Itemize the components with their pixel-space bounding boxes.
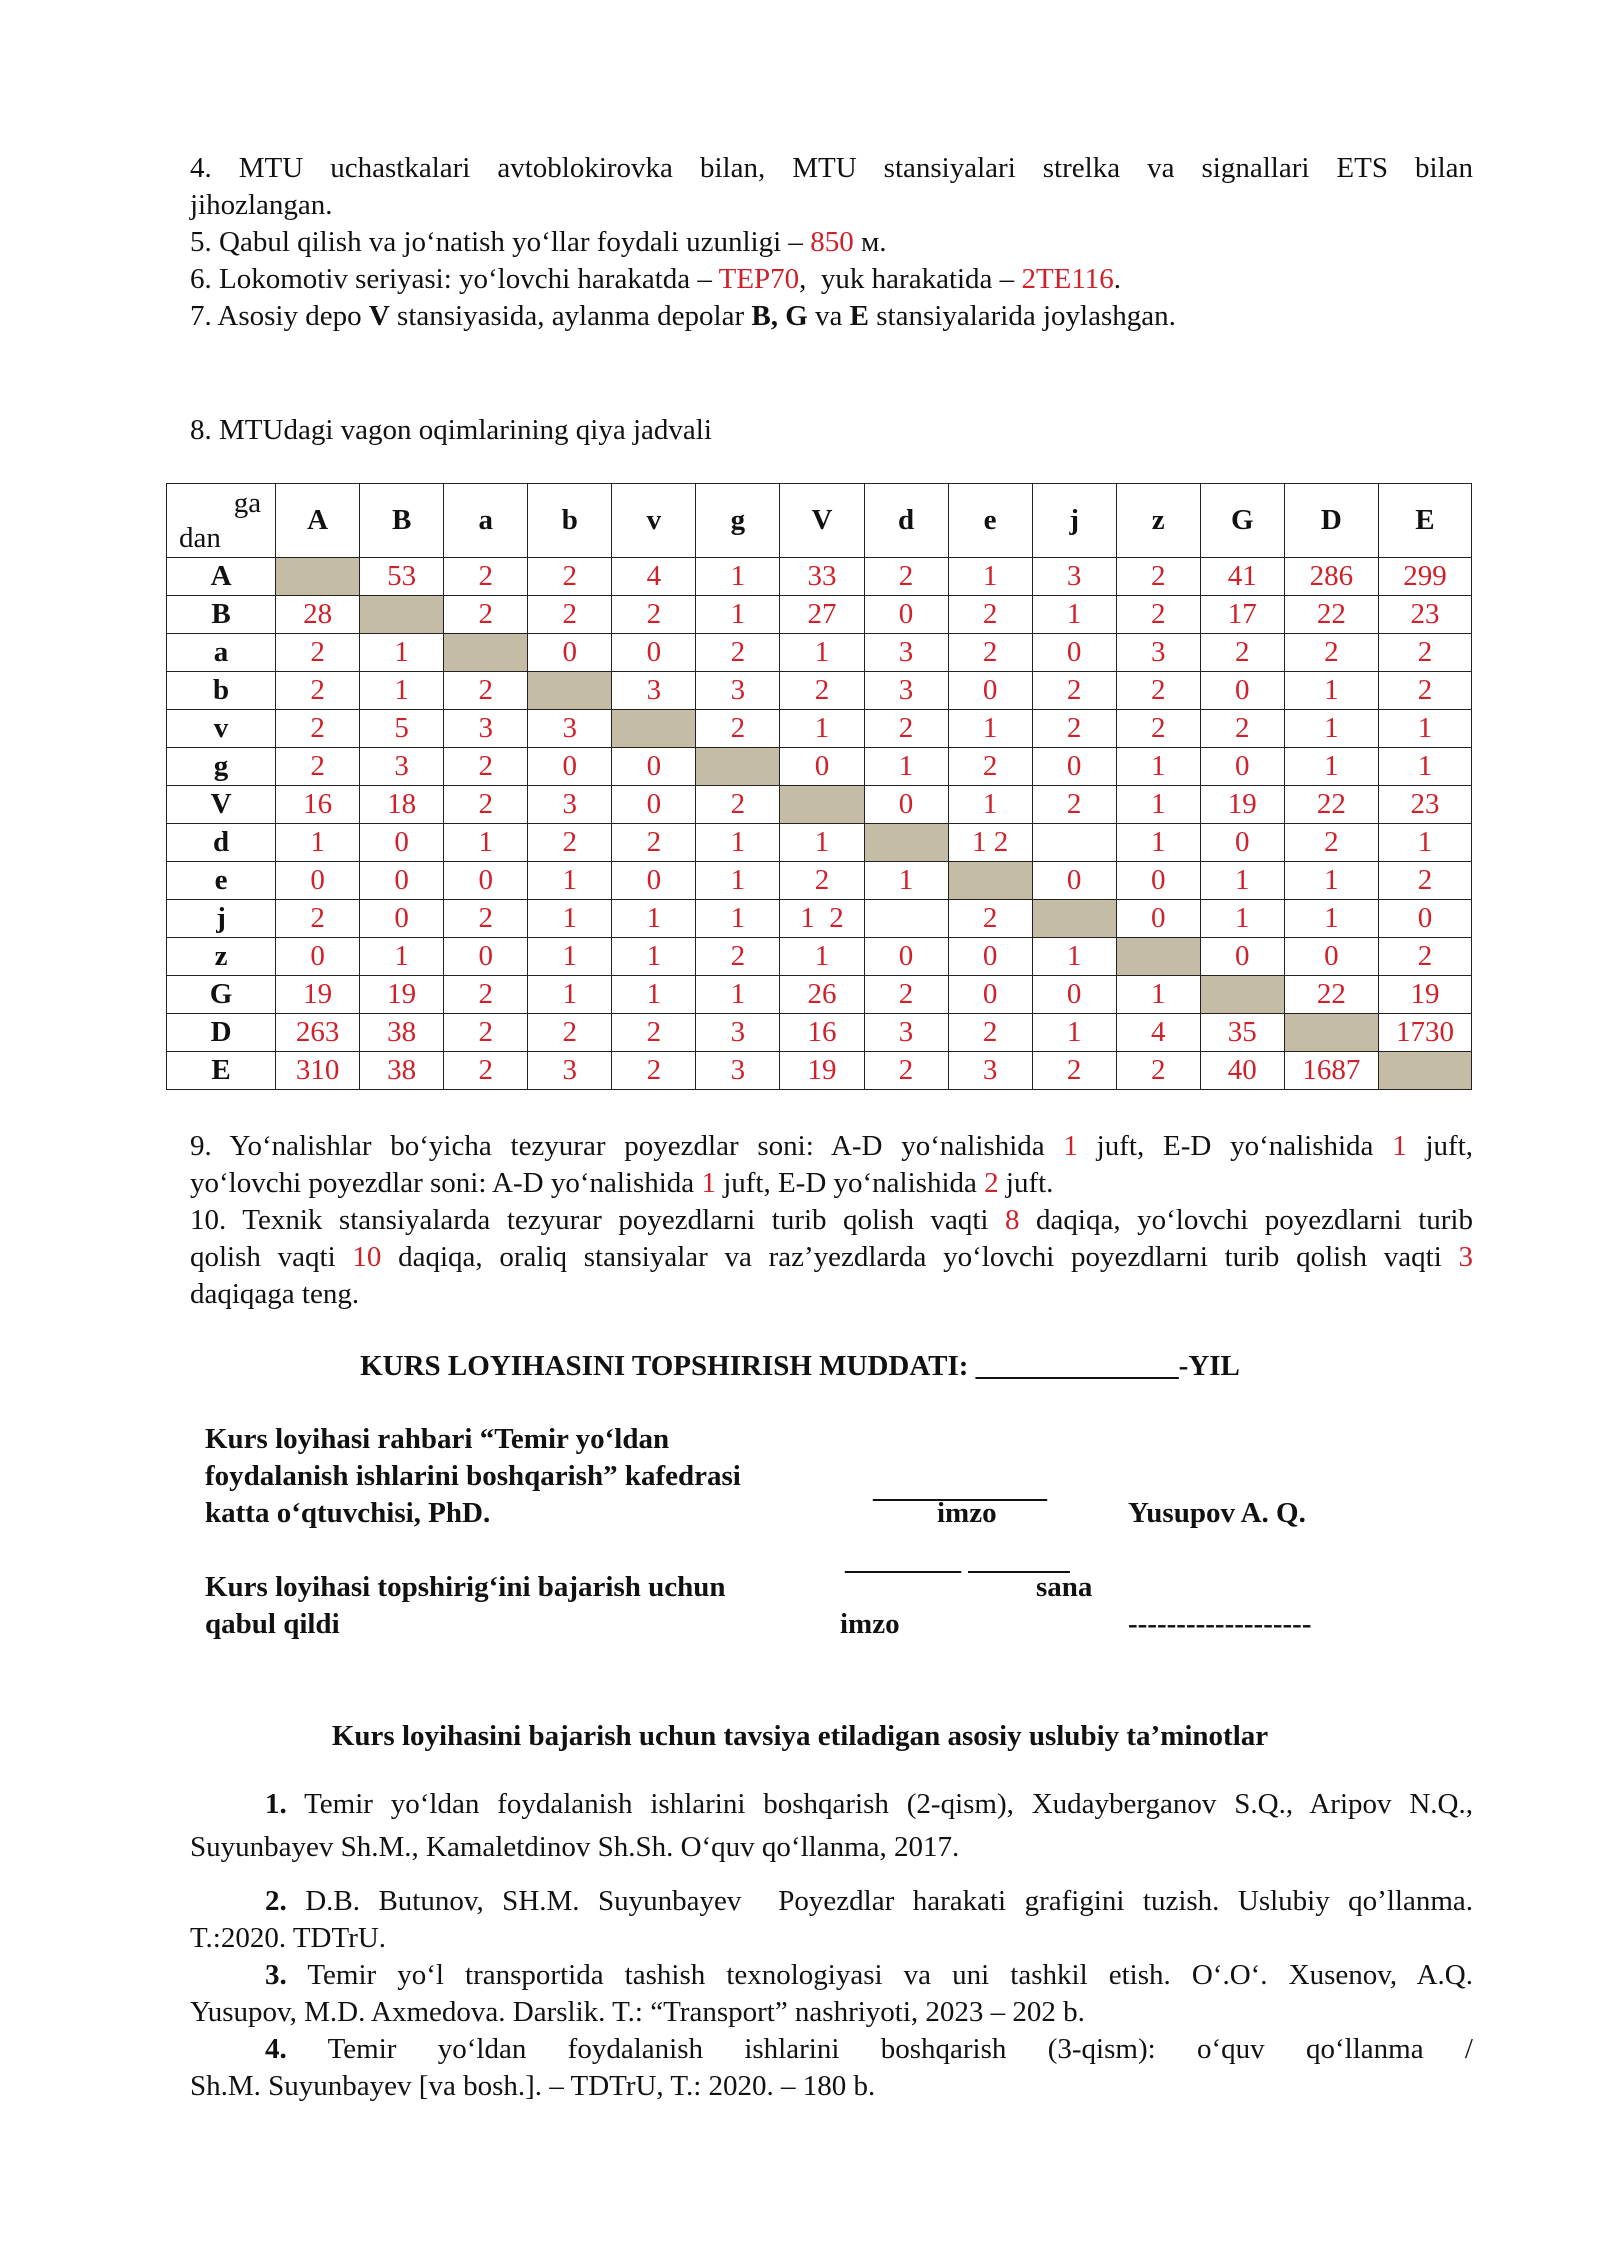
column-header-11: G [1200,484,1284,558]
flow-cell: 0 [528,634,612,672]
row-header: e [167,862,276,900]
flow-cell: 2 [1200,710,1284,748]
flow-cell: 1 [780,938,864,976]
signature-line-supervisor: ____________ [873,1472,1047,1504]
passenger-loco-value: TEP70 [718,263,800,295]
flow-cell: 2 [444,672,528,710]
row-header: A [167,558,276,596]
flow-cell: 2 [444,786,528,824]
flow-cell: 19 [1200,786,1284,824]
flow-cell: 3 [864,1014,948,1052]
diagonal-cell [276,558,360,596]
flow-cell: 2 [444,976,528,1014]
accepted-line2: qabul qildi [205,1608,340,1640]
flow-cell: 1 [1032,1014,1116,1052]
diagonal-cell [696,748,780,786]
flow-cell: 0 [948,938,1032,976]
submission-deadline: KURS LOYIHASINI TOPSHIRISH MUDDATI: ______________-YIL [360,1350,1240,1382]
table-row [167,900,1472,938]
flow-cell: 2 [612,824,696,862]
flow-cell: 286 [1284,558,1378,596]
table-row [167,710,1472,748]
flow-cell: 0 [276,862,360,900]
table-row [167,938,1472,976]
flow-cell: 2 [276,672,360,710]
row-header: v [167,710,276,748]
flow-cell: 1 2 [780,900,864,938]
column-header-5: g [696,484,780,558]
flow-cell: 0 [360,862,444,900]
flow-cell: 1 [1116,748,1200,786]
item-9-line1: 9. Yo‘nalishlar bo‘yicha tezyurar poyezdlar soni: A-D yo‘nalishida 1 juft, E-D yo‘nalishida 1 juft, [190,1130,1473,1162]
diagonal-cell [444,634,528,672]
flow-cell: 2 [528,1014,612,1052]
item-4-line1: 4. MTU uchastkalari avtoblokirovka bilan, MTU stansiyalari strelka va signallari ETS bilan [190,152,1473,184]
flow-cell: 19 [1378,976,1471,1014]
row-header: g [167,748,276,786]
reference-4: 4. Temir yo‘ldan foydalanish ishlarini boshqarish (3-qism): o‘quv qo‘llanma / Sh.M. Suyunbayev [va bosh.]. – TDTrU, T.: 2020. – 180 b. [190,2033,1473,2102]
flow-cell: 1 [948,786,1032,824]
flow-cell: 2 [444,1014,528,1052]
flow-cell: 2 [528,558,612,596]
item-6: 6. Lokomotiv seriyasi: yo‘lovchi harakatda – TEP70, yuk harakatida – 2TE116. [190,263,1122,295]
item-5: 5. Qabul qilish va jo‘natish yo‘llar foydali uzunligi – 850 м. [190,226,887,258]
flow-cell: 3 [696,1014,780,1052]
flow-cell: 1 [1284,900,1378,938]
diagonal-cell [1032,900,1116,938]
flow-cell: 1 [1116,824,1200,862]
flow-cell: 2 [696,938,780,976]
flow-cell: 1 [1284,710,1378,748]
flow-cell: 1 [780,634,864,672]
flow-cell: 0 [1116,900,1200,938]
flow-cell: 3 [696,1052,780,1090]
flow-cell: 3 [864,672,948,710]
column-header-4: v [612,484,696,558]
row-header: D [167,1014,276,1052]
flow-cell: 1 [276,824,360,862]
row-header: B [167,596,276,634]
flow-cell: 2 [1032,710,1116,748]
table-row [167,672,1472,710]
column-header-3: b [528,484,612,558]
table-row [167,748,1472,786]
flow-cell: 2 [1032,1052,1116,1090]
flow-cell: 0 [780,748,864,786]
flow-cell: 0 [360,824,444,862]
flow-cell: 1 2 [948,824,1032,862]
row-header: a [167,634,276,672]
supervisor-line3: katta o‘qtuvchisi, PhD. [205,1497,491,1529]
flow-cell: 2 [1378,672,1471,710]
corner-to-label: ga [233,487,262,519]
flow-cell: 1 [1032,938,1116,976]
flow-cell: 0 [864,786,948,824]
flow-cell: 2 [864,710,948,748]
flow-cell: 38 [360,1052,444,1090]
flow-cell: 1 [864,862,948,900]
column-header-0: A [276,484,360,558]
flow-cell: 0 [1032,976,1116,1014]
flow-cell: 2 [864,1052,948,1090]
flow-cell: 2 [780,672,864,710]
column-header-10: z [1116,484,1200,558]
flow-cell: 18 [360,786,444,824]
flow-cell: 1 [696,824,780,862]
table-row [167,634,1472,672]
freight-loco-value: 2TE116 [1021,263,1114,295]
flow-cell: 0 [1032,634,1116,672]
flow-cell: 2 [780,862,864,900]
flow-cell: 0 [612,786,696,824]
flow-cell: 3 [444,710,528,748]
flow-cell: 3 [696,672,780,710]
flow-cell: 0 [612,748,696,786]
flow-cell: 1 [696,596,780,634]
flow-cell: 3 [864,634,948,672]
diagonal-cell [780,786,864,824]
flow-cell: 16 [276,786,360,824]
flow-cell: 2 [864,558,948,596]
flow-cell: 1687 [1284,1052,1378,1090]
flow-cell: 2 [444,596,528,634]
flow-cell: 0 [948,672,1032,710]
item-9-line2: yo‘lovchi poyezdlar soni: A-D yo‘nalishida 1 juft, E-D yo‘nalishida 2 juft. [190,1167,1054,1199]
flow-cell: 1 [780,824,864,862]
flow-cell: 2 [444,558,528,596]
flow-cell: 2 [948,748,1032,786]
flow-cell: 0 [612,634,696,672]
column-header-2: a [444,484,528,558]
imzo-label-1: imzo [937,1497,997,1529]
flow-cell: 2 [1116,596,1200,634]
flow-cell [1032,824,1116,862]
flow-cell: 2 [1116,672,1200,710]
table-title: 8. MTUdagi vagon oqimlarining qiya jadvali [190,414,712,446]
diagonal-cell [864,824,948,862]
column-header-6: V [780,484,864,558]
flow-cell: 0 [1200,748,1284,786]
flow-cell: 23 [1378,786,1471,824]
row-header: d [167,824,276,862]
flow-cell: 23 [1378,596,1471,634]
flow-cell: 1 [360,672,444,710]
supervisor-line1: Kurs loyihasi rahbari “Temir yo‘ldan [205,1423,670,1455]
flow-cell: 22 [1284,596,1378,634]
flow-cell: 0 [1284,938,1378,976]
row-header: E [167,1052,276,1090]
table-row [167,558,1472,596]
table-row [167,596,1472,634]
item-7: 7. Asosiy depo V stansiyasida, aylanma depolar B, G va E stansiyalarida joylashgan. [190,300,1176,332]
table-header-row [167,484,1472,558]
references-title: Kurs loyihasini bajarish uchun tavsiya etiladigan asosiy uslubiy ta’minotlar [331,1720,1269,1752]
flow-cell: 2 [276,900,360,938]
flow-cell: 33 [780,558,864,596]
flow-cell: 3 [612,672,696,710]
flow-cell: 1 [360,634,444,672]
accepted-line1: Kurs loyihasi topshirig‘ini bajarish uchun [205,1571,726,1603]
flow-cell: 1 [948,710,1032,748]
flow-cell: 38 [360,1014,444,1052]
flow-cell: 2 [948,1014,1032,1052]
flow-cell: 0 [864,938,948,976]
flow-cell: 2 [444,900,528,938]
flow-cell: 1 [1200,900,1284,938]
flow-cell: 0 [1032,748,1116,786]
flow-cell: 1 [864,748,948,786]
flow-cell: 2 [696,786,780,824]
flow-cell: 2 [1116,710,1200,748]
flow-cell: 2 [612,596,696,634]
flow-cell: 5 [360,710,444,748]
flow-cell: 2 [948,634,1032,672]
flow-cell: 1 [696,862,780,900]
flow-cell: 2 [1032,786,1116,824]
flow-cell: 2 [1378,938,1471,976]
flow-cell: 1 [612,938,696,976]
flow-cell: 0 [864,596,948,634]
flow-cell: 1 [444,824,528,862]
flow-cell: 2 [1116,1052,1200,1090]
item-10-line2: qolish vaqti 10 daqiqa, oraliq stansiyalar va raz’yezdlarda yo‘lovchi poyezdlarni turib qolish vaqti 3 [190,1241,1473,1273]
flow-cell: 1 [360,938,444,976]
supervisor-name: Yusupov A. Q. [1128,1497,1306,1529]
flow-cell: 1 [1116,976,1200,1014]
flow-cell: 35 [1200,1014,1284,1052]
flow-cell: 1 [528,938,612,976]
flow-cell: 2 [444,748,528,786]
flow-cell: 2 [948,596,1032,634]
flow-cell: 2 [612,1014,696,1052]
flow-cell: 1 [696,900,780,938]
flow-cell: 4 [1116,1014,1200,1052]
flow-cell: 16 [780,1014,864,1052]
flow-cell: 1 [1032,596,1116,634]
diagonal-cell [1378,1052,1471,1090]
flow-cell: 19 [780,1052,864,1090]
flow-cell: 0 [1200,672,1284,710]
flow-cell: 1730 [1378,1014,1471,1052]
table-row [167,976,1472,1014]
flow-cell: 0 [444,862,528,900]
flow-cell: 41 [1200,558,1284,596]
sana-label: sana [1036,1571,1093,1603]
supervisor-line2: foydalanish ishlarini boshqarish” kafedrasi [205,1460,741,1492]
flow-cell: 0 [1200,938,1284,976]
flow-cell: 0 [1378,900,1471,938]
flow-cell: 2 [1032,672,1116,710]
flow-cell: 2 [528,824,612,862]
flow-cell: 3 [528,1052,612,1090]
student-name-placeholder: ------------------- [1128,1608,1312,1640]
flow-cell: 1 [1284,672,1378,710]
flow-cell: 27 [780,596,864,634]
flow-cell: 0 [948,976,1032,1014]
diagonal-cell [1200,976,1284,1014]
table-row [167,1052,1472,1090]
flow-cell: 2 [1200,634,1284,672]
column-header-9: j [1032,484,1116,558]
flow-cell: 1 [1284,862,1378,900]
requirements-list-bottom [190,1128,1473,1313]
flow-cell: 2 [276,634,360,672]
flow-cell: 26 [780,976,864,1014]
flow-cell: 1 [612,900,696,938]
corner-from-label: dan [179,522,221,554]
flow-cell: 3 [948,1052,1032,1090]
reference-1: 1. Temir yo‘ldan foydalanish ishlarini boshqarish (2-qism), Xudayberganov S.Q., Aripov N.Q., Suyunbayev Sh.M., Kamaletdinov Sh.Sh. O‘quv qo‘llanma, 2017. [190,1788,1473,1863]
column-header-12: D [1284,484,1378,558]
table-row [167,862,1472,900]
row-header: b [167,672,276,710]
flow-cell: 310 [276,1052,360,1090]
flow-cell: 0 [1032,862,1116,900]
reference-2: 2. D.B. Butunov, SH.M. Suyunbayev Poyezdlar harakati grafigini tuzish. Uslubiy qo’llanma. T.:2020. TDTrU. [190,1885,1473,1954]
wagon-flow-table [166,483,1472,1090]
table-row [167,824,1472,862]
flow-cell: 299 [1378,558,1471,596]
row-header: z [167,938,276,976]
flow-cell: 40 [1200,1052,1284,1090]
flow-cell: 4 [612,558,696,596]
flow-cell: 0 [1116,862,1200,900]
flow-cell: 3 [1116,634,1200,672]
flow-cell: 1 [1378,824,1471,862]
flow-cell: 2 [612,1052,696,1090]
flow-cell: 28 [276,596,360,634]
flow-cell: 1 [948,558,1032,596]
diagonal-cell [612,710,696,748]
flow-cell: 1 [528,900,612,938]
flow-cell: 2 [1378,862,1471,900]
flow-cell: 1 [1200,862,1284,900]
table-body [167,558,1472,1090]
flow-cell: 0 [612,862,696,900]
flow-cell: 263 [276,1014,360,1052]
flow-cell: 1 [612,976,696,1014]
flow-cell: 22 [1284,976,1378,1014]
flow-cell: 2 [444,1052,528,1090]
flow-cell: 0 [528,748,612,786]
flow-cell: 17 [1200,596,1284,634]
flow-cell: 2 [528,596,612,634]
row-header: j [167,900,276,938]
flow-cell: 19 [276,976,360,1014]
imzo-label-2: imzo [840,1608,900,1640]
flow-cell: 0 [444,938,528,976]
track-length-value: 850 [810,226,854,258]
flow-cell: 19 [360,976,444,1014]
diagonal-cell [360,596,444,634]
requirements-list-top [190,150,1473,335]
flow-cell: 2 [696,634,780,672]
flow-cell: 1 [528,862,612,900]
table-corner-cell [167,484,276,558]
flow-cell: 1 [1378,710,1471,748]
diagonal-cell [1116,938,1200,976]
flow-cell: 0 [360,900,444,938]
flow-cell: 1 [1284,748,1378,786]
flow-cell: 2 [1284,824,1378,862]
item-4-line2: jihozlangan. [190,189,333,221]
flow-cell: 0 [1200,824,1284,862]
flow-cell: 1 [696,976,780,1014]
row-header: G [167,976,276,1014]
reference-3: 3. Temir yo‘l transportida tashish texnologiyasi va uni tashkil etish. O‘.O‘. Xusenov, A.Q. Yusupov, M.D. Axmedova. Darslik. T.: “Transport” nashriyoti, 2023 – 202 b. [190,1959,1473,2028]
flow-cell: 1 [780,710,864,748]
diagonal-cell [948,862,1032,900]
column-header-8: e [948,484,1032,558]
flow-cell: 1 [1116,786,1200,824]
flow-cell: 53 [360,558,444,596]
row-header: V [167,786,276,824]
flow-cell: 0 [276,938,360,976]
table-row [167,1014,1472,1052]
flow-cell: 3 [360,748,444,786]
column-header-1: B [360,484,444,558]
column-header-13: E [1378,484,1471,558]
flow-cell: 2 [1378,634,1471,672]
flow-cell: 2 [696,710,780,748]
flow-cell: 3 [528,786,612,824]
flow-cell: 3 [528,710,612,748]
flow-cell: 1 [1378,748,1471,786]
flow-cell [864,900,948,938]
flow-cell: 2 [948,900,1032,938]
flow-cell: 1 [528,976,612,1014]
column-header-7: d [864,484,948,558]
flow-cell: 22 [1284,786,1378,824]
item-10-line1: 10. Texnik stansiyalarda tezyurar poyezdlarni turib qolish vaqti 8 daqiqa, yo‘lovchi poyezdlarni turib [190,1204,1473,1236]
diagonal-cell [528,672,612,710]
item-10-line3: daqiqaga teng. [190,1278,360,1310]
diagonal-cell [1284,1014,1378,1052]
date-signature-line: ________ _______ [845,1544,1070,1576]
flow-cell: 2 [1116,558,1200,596]
flow-cell: 2 [1284,634,1378,672]
table-row [167,786,1472,824]
flow-cell: 3 [1032,558,1116,596]
flow-cell: 1 [696,558,780,596]
flow-cell: 2 [864,976,948,1014]
flow-cell: 2 [276,748,360,786]
flow-cell: 2 [276,710,360,748]
